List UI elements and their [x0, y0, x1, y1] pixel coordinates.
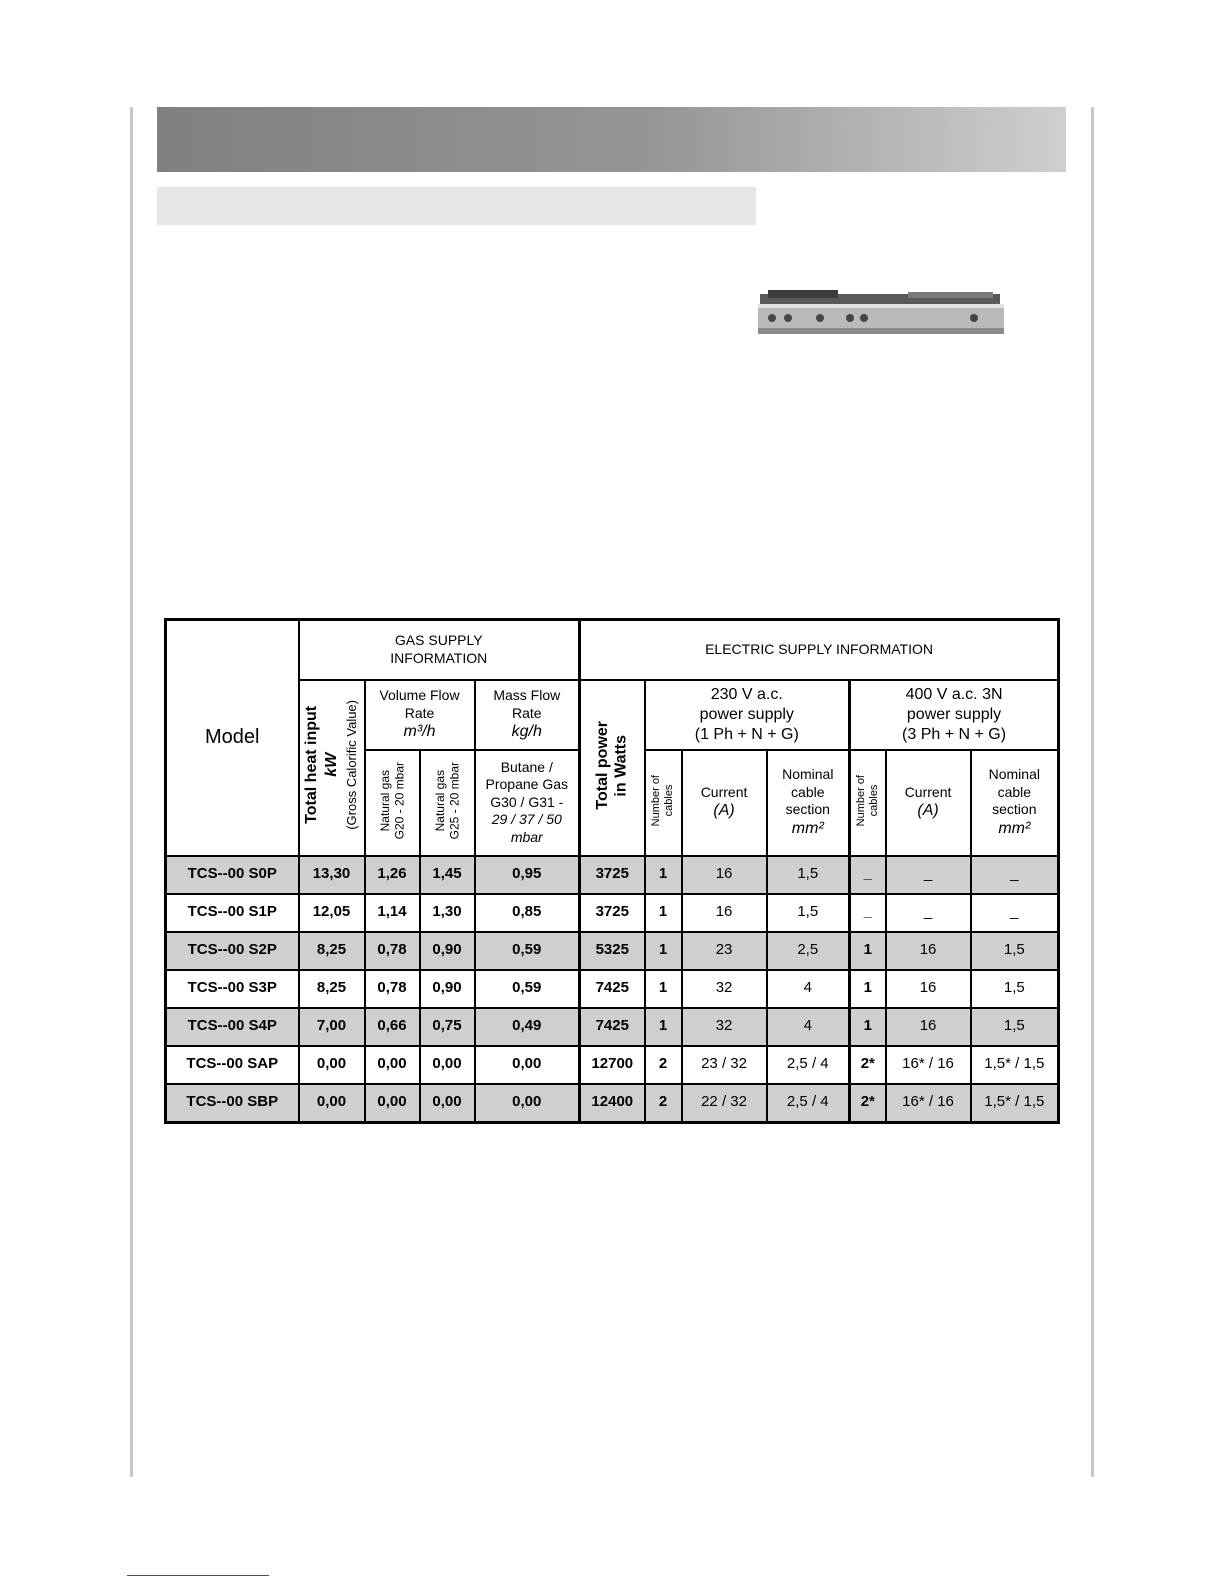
current-400-cell: _: [886, 894, 971, 932]
current-400-cell: 16* / 16: [886, 1046, 971, 1084]
g25-cell: 0,00: [420, 1046, 475, 1084]
watts-cell: 3725: [580, 856, 645, 894]
current-230-cell: 16: [682, 856, 767, 894]
footer-link-underline: [127, 1575, 269, 1576]
supply-information-table: [164, 618, 1060, 1124]
supply-400-header: 400 V a.c. 3N power supply (3 Ph + N + G): [850, 680, 1059, 750]
current-400-cell: 16: [886, 970, 971, 1008]
g25-cell: 0,00: [420, 1084, 475, 1123]
current-230-cell: 32: [682, 970, 767, 1008]
cables-230-cell: 2: [645, 1084, 682, 1123]
butane-cell: 0,59: [475, 970, 580, 1008]
cables-230-cell: 2: [645, 1046, 682, 1084]
g20-cell: 0,00: [365, 1084, 420, 1123]
current-400-cell: 16* / 16: [886, 1084, 971, 1123]
total-power-header: Total power in Watts: [580, 680, 645, 856]
butane-cell: 0,49: [475, 1008, 580, 1046]
model-cell: TCS--00 S3P: [166, 970, 299, 1008]
table-row: [166, 1008, 1059, 1046]
heat-input-cell: 0,00: [299, 1046, 365, 1084]
section-230-cell: 4: [767, 1008, 850, 1046]
g20-cell: 1,26: [365, 856, 420, 894]
cables-400-header: Number of cables: [850, 750, 886, 856]
watts-cell: 5325: [580, 932, 645, 970]
current-230-header: Current (A): [682, 750, 767, 856]
butane-cell: 0,00: [475, 1084, 580, 1123]
section-230-header: Nominal cable section mm²: [767, 750, 850, 856]
supply-230-header: 230 V a.c. power supply (1 Ph + N + G): [645, 680, 850, 750]
table-row: [166, 894, 1059, 932]
section-400-cell: 1,5* / 1,5: [971, 1084, 1059, 1123]
g25-cell: 1,30: [420, 894, 475, 932]
butane-cell: 0,59: [475, 932, 580, 970]
current-230-cell: 23 / 32: [682, 1046, 767, 1084]
current-400-cell: 16: [886, 932, 971, 970]
section-400-cell: 1,5: [971, 1008, 1059, 1046]
cables-400-cell: 2*: [850, 1084, 886, 1123]
g25-cell: 0,75: [420, 1008, 475, 1046]
g20-cell: 0,00: [365, 1046, 420, 1084]
current-400-cell: 16: [886, 1008, 971, 1046]
cables-230-cell: 1: [645, 932, 682, 970]
cables-400-cell: 2*: [850, 1046, 886, 1084]
g20-cell: 1,14: [365, 894, 420, 932]
section-230-cell: 2,5 / 4: [767, 1084, 850, 1123]
butane-cell: 0,00: [475, 1046, 580, 1084]
watts-cell: 7425: [580, 970, 645, 1008]
watts-cell: 7425: [580, 1008, 645, 1046]
heat-input-header: Total heat input kW (Gross Calorific Value): [299, 680, 365, 856]
cables-230-cell: 1: [645, 1008, 682, 1046]
current-400-cell: _: [886, 856, 971, 894]
volume-flow-header: Volume Flow Rate m³/h: [365, 680, 475, 750]
table-row: [166, 856, 1059, 894]
section-230-cell: 1,5: [767, 894, 850, 932]
g20-cell: 0,78: [365, 970, 420, 1008]
cables-230-cell: 1: [645, 970, 682, 1008]
cables-400-cell: 1: [850, 932, 886, 970]
model-cell: TCS--00 SAP: [166, 1046, 299, 1084]
cables-400-cell: 1: [850, 970, 886, 1008]
g25-cell: 1,45: [420, 856, 475, 894]
cables-230-cell: 1: [645, 894, 682, 932]
model-header: Model: [166, 620, 299, 856]
section-230-cell: 2,5: [767, 932, 850, 970]
g20-header: Natural gas G20 - 20 mbar: [365, 750, 420, 856]
current-230-cell: 16: [682, 894, 767, 932]
table-row: [166, 932, 1059, 970]
heat-input-cell: 8,25: [299, 970, 365, 1008]
heat-input-cell: 8,25: [299, 932, 365, 970]
watts-cell: 3725: [580, 894, 645, 932]
section-400-cell: _: [971, 894, 1059, 932]
g25-cell: 0,90: [420, 932, 475, 970]
g25-cell: 0,90: [420, 970, 475, 1008]
current-230-cell: 23: [682, 932, 767, 970]
section-400-header: Nominal cable section mm²: [971, 750, 1059, 856]
cables-400-cell: 1: [850, 1008, 886, 1046]
section-400-cell: 1,5* / 1,5: [971, 1046, 1059, 1084]
subsection-header-band: [157, 187, 756, 225]
butane-propane-header: Butane / Propane Gas G30 / G31 - 29 / 37 / 50 mbar: [475, 750, 580, 856]
cables-400-cell: _: [850, 856, 886, 894]
heat-input-cell: 13,30: [299, 856, 365, 894]
model-cell: TCS--00 SBP: [166, 1084, 299, 1123]
model-cell: TCS--00 S0P: [166, 856, 299, 894]
model-cell: TCS--00 S2P: [166, 932, 299, 970]
gas-supply-header: GAS SUPPLY INFORMATION: [299, 620, 580, 680]
electric-supply-header: ELECTRIC SUPPLY INFORMATION: [580, 620, 1059, 680]
right-margin-rule: [1091, 107, 1094, 1477]
table-row: [166, 1046, 1059, 1084]
table-row: [166, 970, 1059, 1008]
section-230-cell: 2,5 / 4: [767, 1046, 850, 1084]
watts-cell: 12700: [580, 1046, 645, 1084]
section-400-cell: 1,5: [971, 932, 1059, 970]
heat-input-cell: 0,00: [299, 1084, 365, 1123]
mass-flow-header: Mass Flow Rate kg/h: [475, 680, 580, 750]
section-header-band: [157, 107, 1066, 172]
g20-cell: 0,78: [365, 932, 420, 970]
butane-cell: 0,85: [475, 894, 580, 932]
model-cell: TCS--00 S1P: [166, 894, 299, 932]
section-400-cell: 1,5: [971, 970, 1059, 1008]
heat-input-cell: 7,00: [299, 1008, 365, 1046]
cables-400-cell: _: [850, 894, 886, 932]
model-cell: TCS--00 S4P: [166, 1008, 299, 1046]
cables-230-cell: 1: [645, 856, 682, 894]
left-margin-rule: [130, 107, 133, 1477]
section-230-cell: 4: [767, 970, 850, 1008]
watts-cell: 12400: [580, 1084, 645, 1123]
range-cooker-image: [758, 288, 1004, 338]
g20-cell: 0,66: [365, 1008, 420, 1046]
section-400-cell: _: [971, 856, 1059, 894]
current-400-header: Current (A): [886, 750, 971, 856]
current-230-cell: 22 / 32: [682, 1084, 767, 1123]
cables-230-header: Number of cables: [645, 750, 682, 856]
table-row: [166, 1084, 1059, 1123]
current-230-cell: 32: [682, 1008, 767, 1046]
g25-header: Natural gas G25 - 20 mbar: [420, 750, 475, 856]
section-230-cell: 1,5: [767, 856, 850, 894]
butane-cell: 0,95: [475, 856, 580, 894]
heat-input-cell: 12,05: [299, 894, 365, 932]
